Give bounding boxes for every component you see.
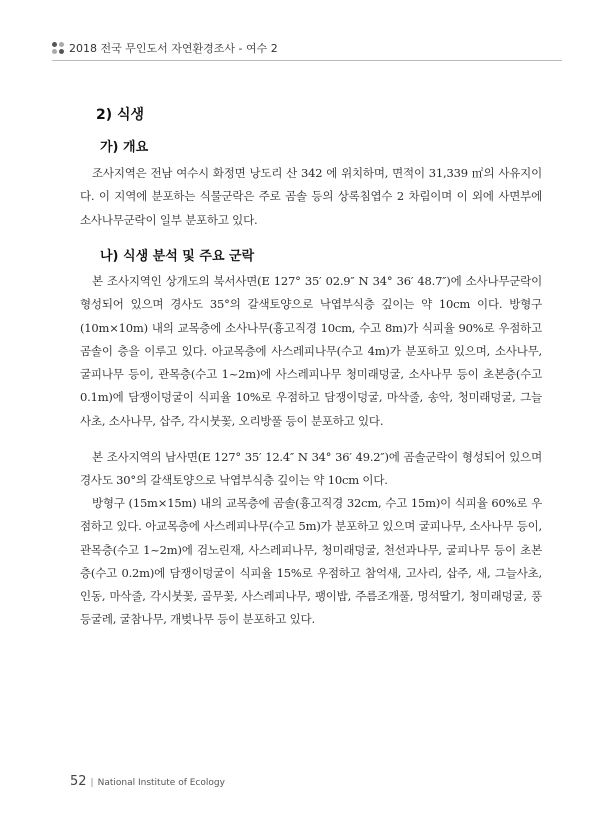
bullet-dots-icon xyxy=(52,42,64,54)
page-number: 52 xyxy=(70,774,87,789)
header-title: 2018 전국 무인도서 자연환경조사 - 여수 2 xyxy=(69,42,278,55)
footer-publisher: National Institute of Ecology xyxy=(97,778,225,788)
overview-paragraph: 조사지역은 전남 여수시 화정면 낭도리 산 342 에 위치하며, 면적이 31,339 ㎡의 사유지이다. 이 지역에 분포하는 식물군락은 주로 곰솔 등의 상록침엽수 2 차림이며 이 외에 사면부에 소사나무군락이 일부 분포하고 있다. xyxy=(80,166,542,227)
subsection-analysis-title: 나) 식생 분석 및 주요 군락 xyxy=(100,249,255,264)
footer-separator: | xyxy=(90,778,94,788)
page-footer xyxy=(70,774,225,789)
section-title: 2) 식생 xyxy=(96,107,145,123)
header-divider xyxy=(52,60,562,61)
northwest-slope-paragraph: 본 조사지역인 상개도의 북서사면(E 127° 35′ 02.9″ N 34° 36′ 48.7″)에 소사나무군락이 형성되어 있으며 경사도 35°의 갈색토양으로 낙엽부식층 깊이는 약 10cm 이다. 방형구 (10m×10m) 내의 교목층에 소사나무(흉고직경 10cm, 수고 8m)가 식피율 90%로 우점하고 곰솔이 층을 이루고 있다. 아교목층에 사스레피나무(수고 4m)가 분포하고 있으며, 소사나무, 굴피나무 등이, 관목층(수고 1~2m)에 사스레피나무 청미래덩굴, 소사나무 등이 초본층(수고 0.1m)에 담쟁이덩굴이 식피율 10%로 우점하고 담쟁이덩굴, 마삭줄, 송악, 청미래덩굴, 그늘사초, 소사나무, 삽주, 각시붓꽃, 오리방풀 등이 분포하고 있다. xyxy=(80,274,542,428)
subsection-overview-title: 가) 개요 xyxy=(100,140,149,155)
south-slope-paragraph: 본 조사지역의 남사면(E 127° 35′ 12.4″ N 34° 36′ 49.2″)에 곰솔군락이 형성되어 있으며 경사도 30°의 갈색토양으로 낙엽부식층 깊이는 약 10cm 이다. xyxy=(80,450,542,488)
quadrat-paragraph: 방형구 (15m×15m) 내의 교목층에 곰솔(흉고직경 32cm, 수고 15m)이 식피율 60%로 우점하고 있다. 아교목층에 사스레피나무(수고 5m)가 분포하고 있으며 굴피나무, 소사나무 등이, 관목층(수고 1~2m)에 검노린재, 사스레피나무, 청미래덩굴, 천선과나무, 굴피나무 등이 초본층(수고 0.2m)에 담쟁이덩굴이 식피율 15%로 우점하고 참억새, 고사리, 삽주, 새, 그늘사초, 인동, 마삭줄, 각시붓꽃, 골무꽃, 사스레피나무, 팽이밥, 주름조개풀, 멍석딸기, 청미래덩굴, 풍등굴레, 굴참나무, 개벚나무 등이 분포하고 있다. xyxy=(80,496,542,627)
running-header xyxy=(52,40,562,56)
